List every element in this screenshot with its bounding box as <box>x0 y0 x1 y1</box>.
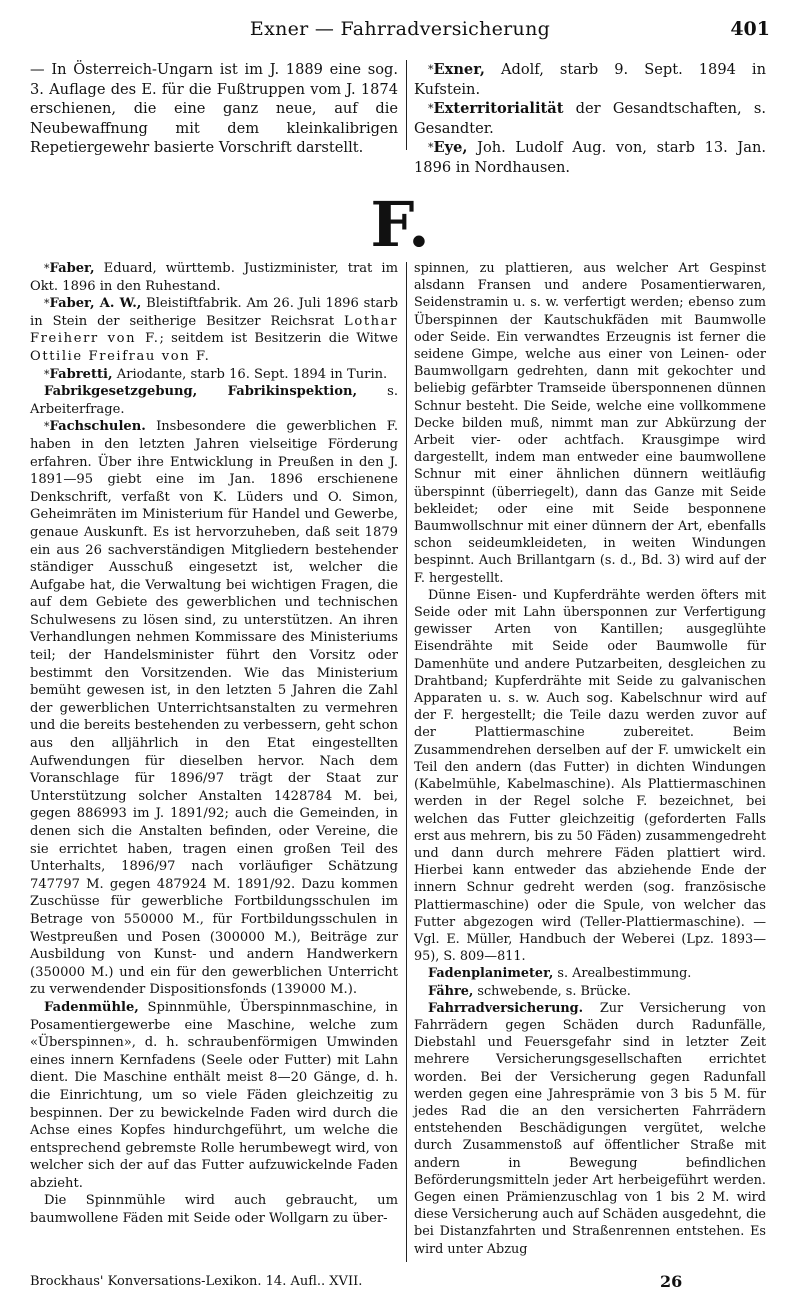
entry-fadenplanimeter: Fadenplanimeter, s. Arealbestimmung. <box>428 966 692 982</box>
section-letter: F. <box>370 188 430 261</box>
entry-eye: *Eye, Joh. Ludolf Aug. von, starb 13. Jan. 1896 in Nordhausen. <box>414 139 766 176</box>
entry-fachschulen: *Fachschulen. Insbesondere die gewerblichen F. haben in den letzten Jahren vielseitige Förderung erfahren. Über ihre Entwicklung in Preußen in den J. 1891—95 giebt eine im Jan. 1896 erschienene Denkschrift, verfaßt von K. Lüders und O. Simon, Geheimräten im Ministerium für Handel und Gewerbe, genaue Auskunft. Es ist hervorzuheben, daß seit 1879 ein aus 26 sachverständigen Mitgliedern bestehender ständiger Ausschuß eingesetzt ist, welcher die Aufgabe hat, die Verwaltung bei wichtigen Fragen, die auf dem Gebiete des gewerblichen und technischen Schulwesens zu lösen sind, zu unterstützen. An ihren Verhandlungen nehmen Kommissare des Ministeriums teil; der Handelsminister führt den Vorsitz oder bestimmt den Vorsitzenden. Wie das Ministerium bemüht gewesen ist, in den letzten 5 Jahren die Zahl der gewerblichen Unterrichtsanstalten zu vermehren und die bereits bestehenden zu verbessern, geht schon aus den alljährlich in den Etat eingestellten Aufwendungen für dieselben hervor. Nach dem Voranschlage für 1896/97 trägt der Staat zur Unterstützung solcher Anstalten 1428784 M. bei, gegen 886993 im J. 1891/92; auch die Gemeinden, in denen sich die Anstalten befinden, oder Vereine, die sie errichtet haben, tragen einen großen Teil des Unterhalts, 1896/97 nach vorläufiger Schätzung 747797 M. gegen 487924 M. 1891/92. Dazu kommen Zuschüsse für gewerbliche Fortbildungsschulen im Betrage von 550000 M., für Fortbildungsschulen in Westpreußen und Posen (300000 M.), Beiträge zur Ausbildung von Kunst- und andern Handwerkern (350000 M.) und ein für den gewerblichen Unterricht zu verwendender Dispositionsfonds (139000 M.). <box>30 419 398 998</box>
entry-fahrradversicherung: Fahrradversicherung. Zur Versicherung von Fahrrädern gegen Schäden durch Radunfälle, Diebstahl und Feuersgefahr sind in letzter Zeit mehrere Versicherungsgesellschaften errichtet worden. Bei der Versicherung gegen Radunfall werden gegen eine Jahresprämie von 3 bis 5 M. für jedes Rad die an den versicherten Fahrrädern entstehenden Beschädigungen vergütet, welche durch Zusammenstoß auf öffentlicher Straße mit andern in Bewegung befindlichen Beförderungsmitteln jeder Art herbeigeführt werden. Gegen einen Prämienzuschlag von 1 bis 2 M. wird diese Versicherung auch auf Schäden ausgedehnt, die bei Distanzfahrten und Straßenrennen entstehen. Es wird unter Abzug <box>414 1000 766 1257</box>
left-column <box>30 260 398 1228</box>
entry-fabrikgesetzgebung: Fabrikgesetzgebung, Fabrikinspektion, s. Arbeiterfrage. <box>30 384 399 417</box>
entry-fadenmuehle: Fadenmühle, Spinnmühle, Überspinnmaschine, in Posamentiergewerbe eine Maschine, welche zum «Überspinnen», d. h. schraubenförmigen Umwinden eines innern Kernfadens (Seele oder Futter) mit Lahn dient. Die Maschine enthält meist 8—20 Gänge, d. h. die Einrichtung, um so viele Fäden gleichzeitig zu bespinnen. Der zu bewickelnde Faden wird durch die Achse eines Kopfes hindurchgeführt, um welche die entsprechend gebremste Rolle herumbewegt wird, von welcher sich der auf das Futter aufzuwickelnde Faden abzieht. <box>30 999 398 1191</box>
signature-mark: 26 <box>660 1272 683 1291</box>
paragraph-spinnmuehle: Die Spinnmühle wird auch gebraucht, um baumwollene Fäden mit Seide oder Wollgarn zu über- <box>30 1193 398 1227</box>
top-left-column <box>30 60 398 158</box>
entry-faber-aw: *Faber, A. W., Bleistiftfabrik. Am 26. Juli 1896 starb in Stein der seitherige Besitzer Reichsrat Lothar Freiherr von F.; seitdem ist Besitzerin die Witwe Ottilie Freifrau von F. <box>30 296 398 364</box>
page-number: 401 <box>730 18 770 40</box>
page-footer: Brockhaus' Konversations-Lexikon. 14. Aufl.. XVII. <box>30 1274 363 1289</box>
column-divider-main <box>406 262 407 1262</box>
page-header <box>30 18 770 48</box>
top-right-column <box>414 60 766 178</box>
entry-exterritorialitaet: *Exterritorialität der Gesandtschaften, s. Gesandter. <box>414 100 766 137</box>
entry-exner: *Exner, Adolf, starb 9. Sept. 1894 in Kufstein. <box>414 61 766 98</box>
continuation-paragraph: — In Österreich-Ungarn ist im J. 1889 eine sog. 3. Auflage des E. für die Fußtruppen vom J. 1874 erschienen, die eine ganz neue, auf die Neubewaffnung mit dem kleinkalibrigen Repetiergewehr basierte Vorschrift darstellt. <box>30 61 398 157</box>
entry-fabretti: *Fabretti, Ariodante, starb 16. Sept. 1894 in Turin. <box>44 366 388 382</box>
running-title: Exner — Fahrradversicherung <box>249 18 551 40</box>
right-column <box>414 260 766 1258</box>
paragraph-continuation: spinnen, zu plattieren, aus welcher Art Gespinst alsdann Fransen und andere Posamentierwaren, Seidenstramin u. s. w. verfertigt werden; ebenso zum Überspinnen der Kautschukfäden mit Baumwolle oder Seide. Ein verwandtes Erzeugnis ist ferner die seidene Gimpe, welche aus einer von Leinen- oder Baumwollgarn gedrehten, dann mit gekochter und beliebig gefärbter Tramseide übersponnenen dünnen Schnur besteht. Die Seide, welche eine vollkommene Decke bilden muß, nimmt man zur Abkürzung der Arbeit vier- oder achtfach. Krausgimpe wird dargestellt, indem man entweder eine baumwollene Schnur mit einer ähnlichen dünnern weitläufig überspinnt (überriegelt), dann das Ganze mit Seide bekleidet; oder eine mit Seide besponnene Baumwollschnur mit einer dünnern der Art, ebenfalls schon seideumkleideten, in weiten Windungen bespinnt. Auch Brillantgarn (s. d., Bd. 3) wird auf der F. hergestellt. <box>414 261 766 586</box>
entry-faber: *Faber, Eduard, württemb. Justizminister, trat im Okt. 1896 in den Ruhestand. <box>30 261 398 294</box>
column-divider-top <box>406 60 407 150</box>
paragraph-draehte: Dünne Eisen- und Kupferdrähte werden öfters mit Seide oder mit Lahn übersponnen zur Verfertigung gewisser Arten von Kantillen; ausgeglühte Eisendrähte mit Seide oder Baumwolle für Damenhüte und andere Putzarbeiten, desgleichen zu Drahtband; Kupferdrähte mit Seide zu galvanischen Apparaten u. s. w. Auch sog. Kabelschnur wird auf der F. hergestellt; die Teile dazu werden zuvor auf der Plattiermaschine zubereitet. Beim Zusammendrehen derselben auf der F. umwickelt ein Teil den andern (das Futter) in dichten Windungen (Kabelmühle, Kabelmaschine). Als Plattiermaschinen werden in der Regel solche F. bezeichnet, bei welchen das Futter gleichzeitig (geforderten Falls erst aus mehrern, bis zu 50 Fäden) zusammengedreht und dann durch mehrere Fäden plattiert wird. Hierbei kann entweder das abziehende Ende der innern Schnur gedreht werden (sog. französische Plattiermaschine) oder die Spule, von welcher das Futter abgezogen wird (Teller-Plattiermaschine). — Vgl. E. Müller, Handbuch der Weberei (Lpz. 1893—95), S. 809—811. <box>414 587 766 965</box>
entry-faehre: Fähre, schwebende, s. Brücke. <box>428 983 631 999</box>
